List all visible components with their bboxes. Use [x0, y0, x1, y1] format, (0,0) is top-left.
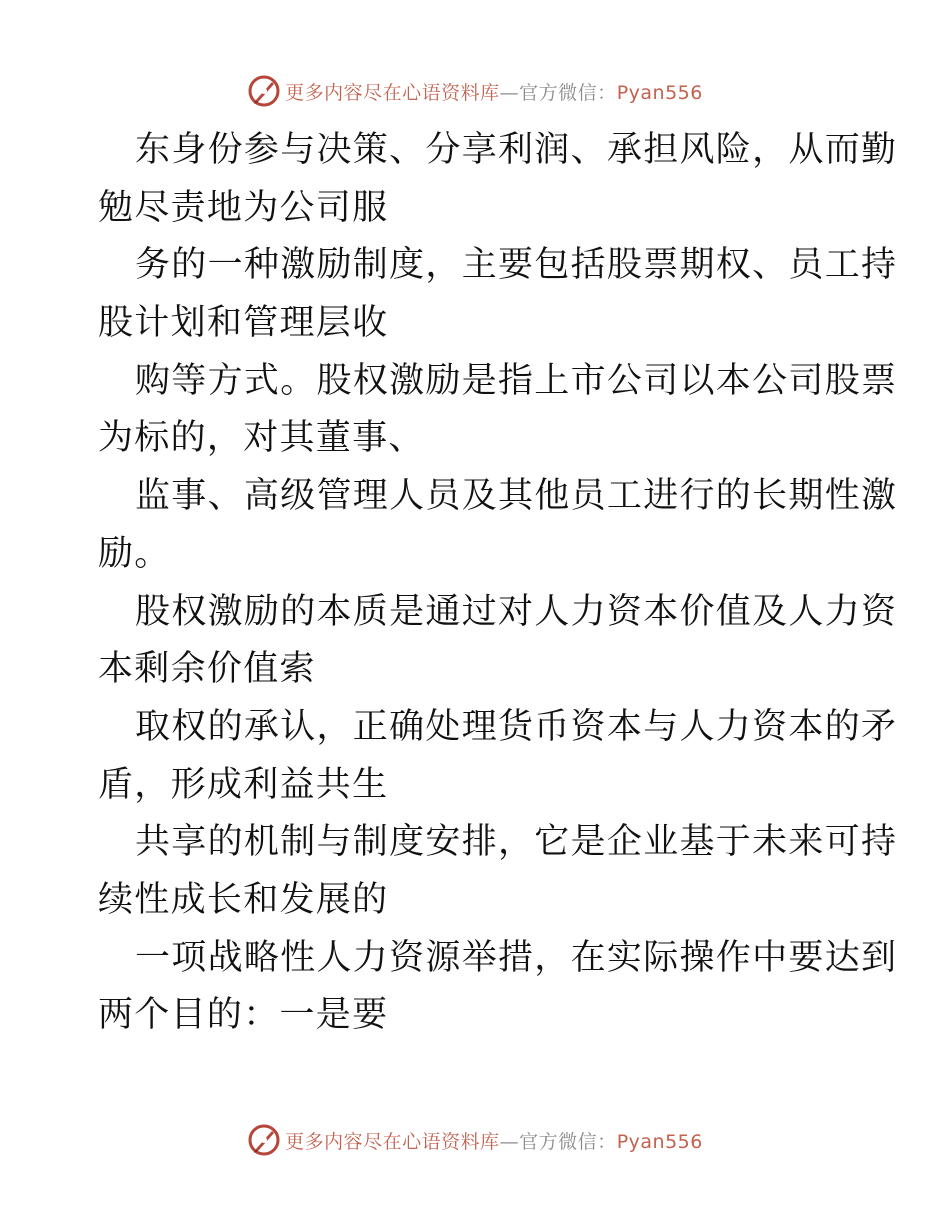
- watermark-dash: —: [499, 81, 520, 104]
- body-line: 监事、高级管理人员及其他员工进行的长期性激: [135, 476, 898, 517]
- document-body: [98, 122, 898, 1045]
- body-line: 励。: [98, 533, 171, 574]
- body-line: 续性成长和发展的: [98, 879, 389, 920]
- body-line: 购等方式。股权激励是指上市公司以本公司股票: [135, 360, 898, 401]
- quill-pen-logo-icon: [247, 1123, 281, 1157]
- body-line: 为标的，对其董事、: [98, 418, 425, 459]
- body-line: 取权的承认，正确处理货币资本与人力资本的矛: [135, 706, 898, 747]
- body-line: 勉尽责地为公司服: [98, 187, 389, 228]
- watermark-dash: —: [499, 1130, 520, 1153]
- body-line: 务的一种激励制度，主要包括股票期权、员工持: [135, 245, 898, 286]
- body-line: 一项战略性人力资源举措，在实际操作中要达到: [135, 937, 898, 978]
- body-line: 共享的机制与制度安排，它是企业基于未来可持: [135, 822, 898, 863]
- footer-watermark: [0, 1120, 950, 1160]
- body-line: 盾，形成利益共生: [98, 764, 389, 805]
- header-watermark: [0, 71, 950, 111]
- quill-pen-logo-icon: [247, 74, 281, 108]
- watermark-text: 更多内容尽在心语资料库: [285, 1130, 500, 1153]
- watermark-label: 官方微信: [519, 1130, 598, 1153]
- watermark-separator: ：: [597, 1130, 617, 1153]
- body-line: 两个目的：一是要: [98, 995, 389, 1036]
- body-line: 股权激励的本质是通过对人力资本价值及人力资: [135, 591, 898, 632]
- body-line: 东身份参与决策、分享利润、承担风险，从而勤: [135, 130, 898, 170]
- watermark-wechat-id: Pyan556: [616, 1130, 703, 1153]
- body-line: 股计划和管理层收: [98, 303, 389, 344]
- watermark-label: 官方微信: [519, 81, 598, 104]
- body-line: 本剩余价值索: [98, 649, 316, 690]
- watermark-text: 更多内容尽在心语资料库: [285, 81, 500, 104]
- watermark-wechat-id: Pyan556: [616, 81, 703, 104]
- watermark-separator: ：: [597, 81, 617, 104]
